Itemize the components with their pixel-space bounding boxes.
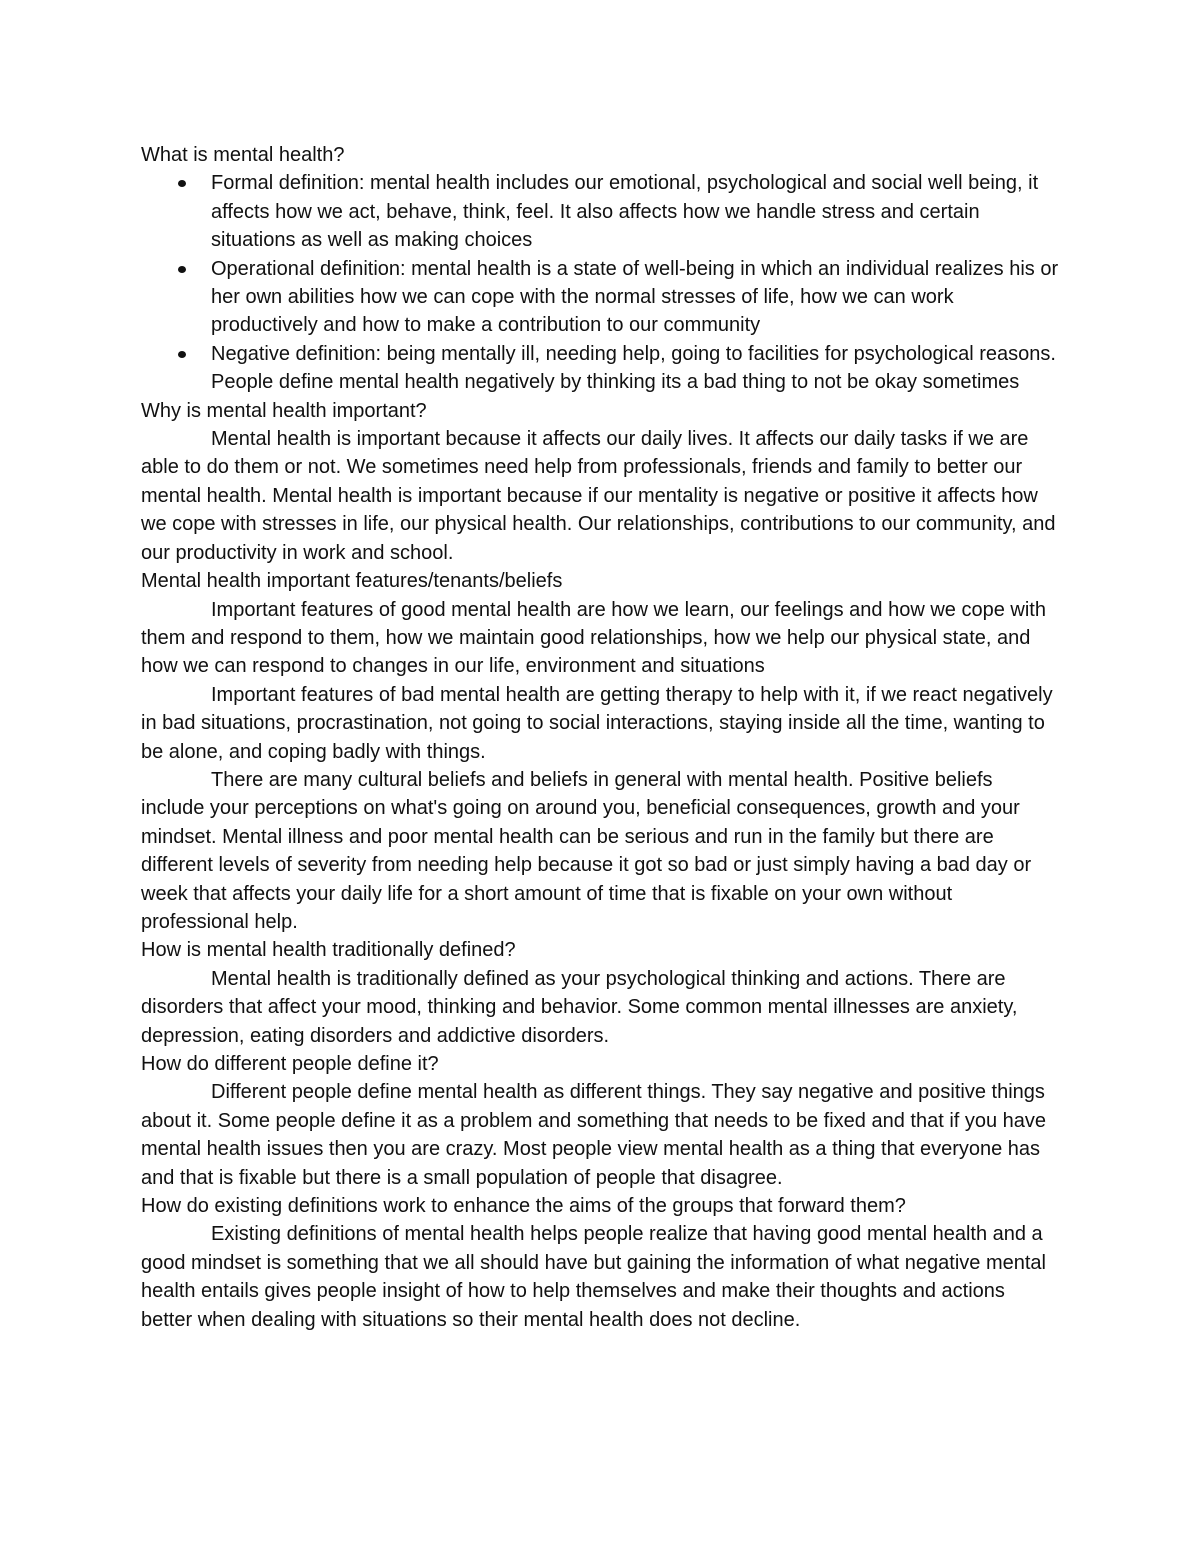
body-paragraph: There are many cultural beliefs and beliefs in general with mental health. Positive beliefs include your perceptions on what's going on around you, beneficial consequences, growth and your mindset. Mental illness and poor mental health can be serious and run in the family but there are different levels of severity from needing help because it got so bad or just simply having a bad day or week that affects your daily life for a short amount of time that is fixable on your own without professional help. [141,768,1032,933]
bullet-icon [178,180,186,187]
body-paragraph: Important features of bad mental health are getting therapy to help with it, if we react negatively in bad situations, procrastination, not going to social interactions, staying inside all the time, wanting to be alone, and coping badly with things. [141,683,1053,763]
body-paragraph: Existing definitions of mental health helps people realize that having good mental health and a good mindset is something that we all should have but gaining the information of what negative mental health entails gives people insight of how to help themselves and make their thoughts and actions better when dealing with situations so their mental health does not decline. [141,1223,1046,1331]
body-paragraph: Different people define mental health as different things. They say negative and positive things about it. Some people define it as a problem and something that needs to be fixed and that if you have mental health issues then you are crazy. Most people view mental health as a thing that everyone has and that is fixable but there is a small population of people that disagree. [141,1081,1047,1189]
definition-list [141,169,1061,396]
section-traditionally-defined [141,936,1061,1050]
document-page [141,141,1061,1334]
body-paragraph: Mental health is traditionally defined as your psychological thinking and actions. There are disorders that affect your mood, thinking and behavior. Some common mental illnesses are anxiety, depression, eating disorders and addictive disorders. [141,967,1018,1047]
body-paragraph: Mental health is important because it affects our daily lives. It affects our daily tasks if we are able to do them or not. We sometimes need help from professionals, friends and family to better our mental health. Mental health is important because if our mentality is negative or positive it affects how we cope with stresses in life, our physical health. Our relationships, contributions to our community, and our productivity in work and school. [141,428,1056,564]
bullet-icon [178,351,186,358]
body-paragraph: Important features of good mental health are how we learn, our feelings and how we cope with them and respond to them, how we maintain good relationships, how we help our physical state, and how we can respond to changes in our life, environment and situations [141,598,1046,678]
list-item-formal-definition [141,169,1061,254]
section-heading: Mental health important features/tenants/beliefs [141,570,563,593]
section-existing-definitions [141,1192,1061,1334]
list-item-text: Negative definition: being mentally ill, needing help, going to facilities for psychological reasons. People define mental health negatively by thinking its a bad thing to not be okay sometimes [211,342,1056,394]
section-heading: Why is mental health important? [141,399,427,422]
section-heading: How do existing definitions work to enhance the aims of the groups that forward them? [141,1195,906,1218]
list-item-negative-definition [141,340,1061,397]
section-heading: How do different people define it? [141,1053,439,1075]
bullet-icon [178,266,186,273]
list-item-operational-definition [141,255,1061,340]
section-heading: How is mental health traditionally defined? [141,939,516,962]
section-features-beliefs [141,567,1061,936]
section-what-is-mental-health [141,141,1061,397]
section-different-people [141,1050,1061,1192]
list-item-text: Formal definition: mental health includes our emotional, psychological and social well being, it affects how we act, behave, think, feel. It also affects how we handle stress and certain situations as well as making choices [211,172,1039,252]
list-item-text: Operational definition: mental health is a state of well-being in which an individual realizes his or her own abilities how we can cope with the normal stresses of life, how we can work productively and how to make a contribution to our community [211,257,1059,337]
section-heading: What is mental health? [141,144,345,166]
section-why-important [141,397,1061,567]
